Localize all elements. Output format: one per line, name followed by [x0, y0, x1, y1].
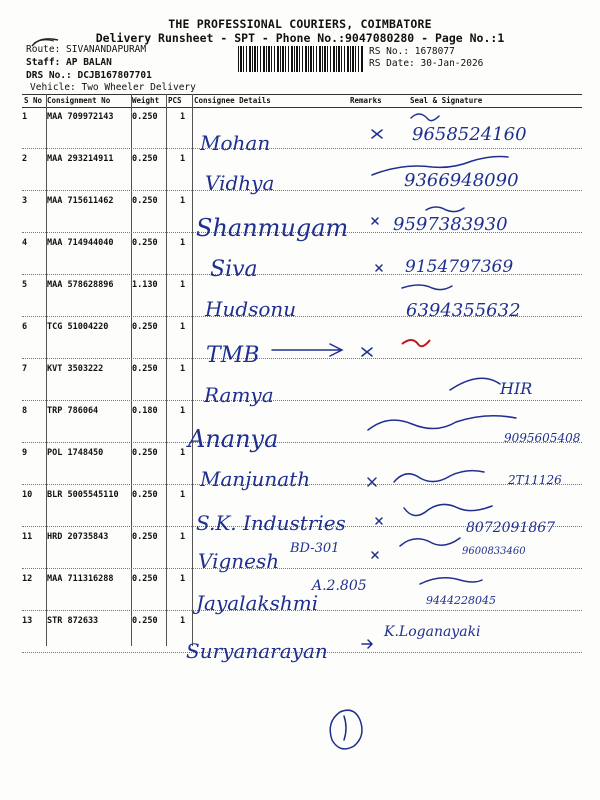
rs-date: RS Date: 30-Jan-2026 [369, 58, 484, 69]
row-pcs: 1 [180, 406, 186, 416]
handwritten-phone: 9444228045 [426, 594, 496, 607]
handwritten-phone: 8072091867 [466, 520, 556, 536]
row-sno: 2 [22, 154, 28, 164]
route-label: Route: SIVANANDAPURAM [26, 44, 147, 55]
handwritten-phone: K.Loganayaki [384, 624, 481, 640]
handwritten-name: Vidhya [205, 171, 275, 195]
handwritten-name: TMB [206, 343, 260, 368]
row-pcs: 1 [180, 238, 186, 248]
col-sno: S No [24, 96, 43, 105]
row-pcs: 1 [180, 280, 186, 290]
handwritten-name: Hudsonu [205, 297, 297, 321]
row-pcs: 1 [180, 490, 186, 500]
handwritten-name: Ramya [204, 383, 274, 407]
row-sno: 9 [22, 448, 28, 458]
row-sno: 1 [22, 112, 28, 122]
col-consignee: Consignee Details [194, 96, 271, 105]
handwritten-name: S.K. Industries [196, 511, 346, 535]
row-pcs: 1 [180, 154, 186, 164]
handwritten-name: Vignesh [198, 549, 280, 573]
rs-number: RS No.: 1678077 [369, 46, 455, 57]
row-consignment: TRP 786064 [47, 406, 99, 416]
row-consignment: KVT 3503222 [47, 364, 104, 374]
row-weight: 0.250 [132, 574, 158, 584]
red-ink-mark [402, 340, 430, 346]
row-weight: 0.250 [132, 322, 158, 332]
handwritten-name: Jayalakshmi [196, 591, 319, 615]
col-remarks: Remarks [350, 96, 382, 105]
row-weight: 0.250 [132, 238, 158, 248]
row-weight: 0.250 [132, 364, 158, 374]
row-weight: 0.250 [132, 112, 158, 122]
handwritten-name: Shanmugam [196, 214, 349, 242]
row-sno: 7 [22, 364, 28, 374]
row-consignment: STR 872633 [47, 616, 99, 626]
row-consignment: MAA 578628896 [47, 280, 114, 290]
row-weight: 0.250 [132, 448, 158, 458]
row-pcs: 1 [180, 112, 186, 122]
handwritten-phone: 9597383930 [393, 214, 508, 235]
row-pcs: 1 [180, 532, 186, 542]
row-sno: 3 [22, 196, 28, 206]
row-consignment: BLR 5005545110 [47, 490, 119, 500]
col-pcs: PCS [168, 96, 182, 105]
handwritten-phone: 6394355632 [406, 300, 521, 321]
col-seal: Seal & Signature [410, 96, 483, 105]
row-consignment: MAA 714944040 [47, 238, 114, 248]
row-pcs: 1 [180, 574, 186, 584]
handwritten-phone: 9366948090 [404, 170, 519, 191]
row-sno: 12 [22, 574, 33, 584]
row-weight: 0.250 [132, 616, 158, 626]
row-weight: 0.250 [132, 490, 158, 500]
row-sno: 13 [22, 616, 33, 626]
row-consignment: HRD 20735843 [47, 532, 109, 542]
row-consignment: MAA 293214911 [47, 154, 114, 164]
col-consignment: Consignment No [47, 96, 111, 105]
handwritten-name: Manjunath [200, 467, 311, 491]
handwritten-note: A.2.805 [312, 578, 367, 594]
row-consignment: MAA 715611462 [47, 196, 114, 206]
handwritten-note: BD-301 [290, 541, 340, 556]
col-weight: Weight [132, 96, 160, 105]
row-weight: 0.180 [132, 406, 158, 416]
row-consignment: POL 1748450 [47, 448, 104, 458]
row-sno: 6 [22, 322, 28, 332]
row-pcs: 1 [180, 616, 186, 626]
row-pcs: 1 [180, 448, 186, 458]
row-weight: 1.130 [132, 280, 158, 290]
row-consignment: TCG 51004220 [47, 322, 109, 332]
handwritten-phone: 9658524160 [412, 124, 527, 145]
handwritten-phone: HIR [500, 379, 533, 398]
handwritten-phone: 9600833460 [462, 546, 526, 557]
handwritten-name: Siva [210, 257, 258, 282]
handwritten-phone: 2T11126 [508, 473, 562, 487]
row-consignment: MAA 709972143 [47, 112, 114, 122]
row-sno: 5 [22, 280, 28, 290]
row-pcs: 1 [180, 196, 186, 206]
staff-label: Staff: AP BALAN [26, 57, 112, 68]
row-weight: 0.250 [132, 532, 158, 542]
runsheet-subtitle: Delivery Runsheet - SPT - Phone No.:9047080280 - Page No.:1 [95, 31, 505, 45]
row-weight: 0.250 [132, 196, 158, 206]
row-sno: 10 [22, 490, 33, 500]
row-consignment: MAA 711316288 [47, 574, 114, 584]
handwritten-phone: 9154797369 [405, 257, 514, 277]
drs-number: DRS No.: DCJB167807701 [26, 70, 152, 81]
row-pcs: 1 [180, 364, 186, 374]
handwritten-name: Ananya [188, 425, 279, 453]
row-sno: 4 [22, 238, 28, 248]
row-sno: 11 [22, 532, 33, 542]
handwritten-name: Mohan [200, 131, 271, 155]
handwritten-name: Suryanarayan [186, 639, 328, 663]
row-sno: 8 [22, 406, 28, 416]
vehicle-label: Vehicle: Two Wheeler Delivery [30, 82, 196, 93]
row-weight: 0.250 [132, 154, 158, 164]
company-title: THE PROFESSIONAL COURIERS, COIMBATORE [168, 17, 432, 31]
handwritten-phone: 9095605408 [504, 431, 581, 445]
row-pcs: 1 [180, 322, 186, 332]
